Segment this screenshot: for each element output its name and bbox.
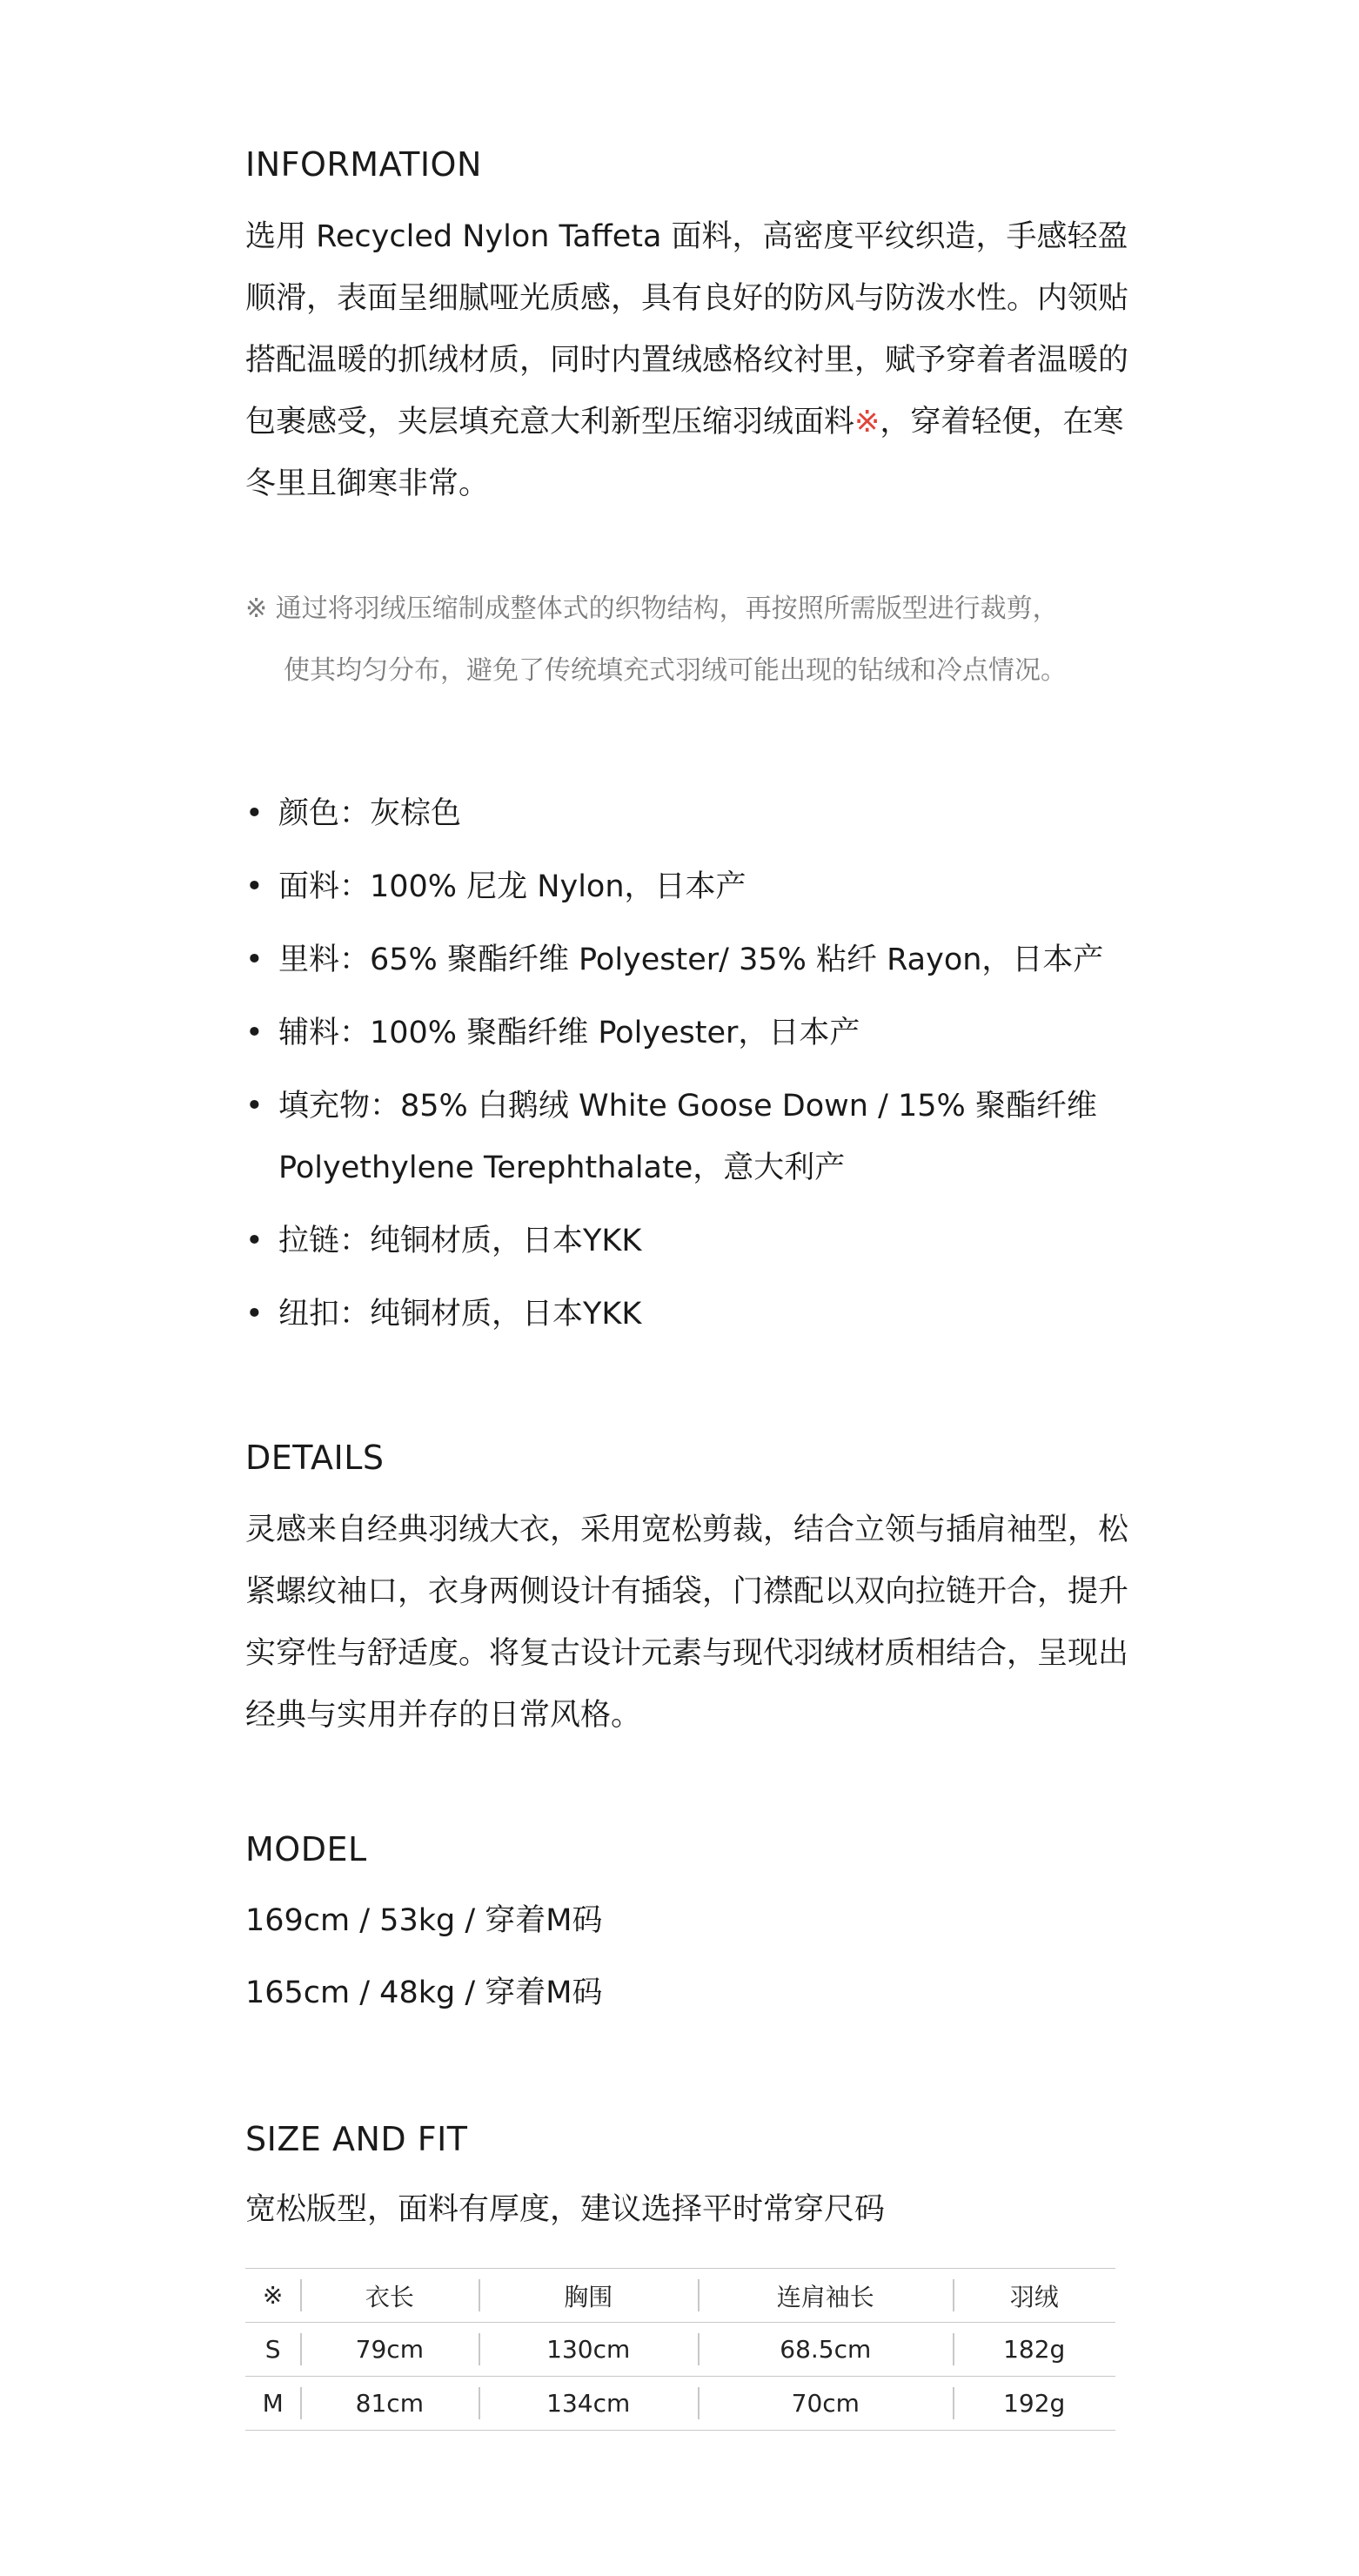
information-note-line-1: ※ 通过将羽绒压缩制成整体式的织物结构，再按照所需版型进行裁剪， — [245, 594, 1059, 624]
information-body-mark: ※ — [854, 405, 880, 439]
table-cell: 130cm — [479, 2323, 698, 2377]
spec-item-text: 纽扣：纯铜材质，日本YKK — [278, 1297, 642, 1332]
model-line-2: 165cm / 48kg / 穿着M码 — [245, 1976, 603, 2010]
table-cell: 79cm — [300, 2323, 479, 2377]
table-cell: 134cm — [479, 2377, 698, 2431]
spec-item-zipper — [245, 1211, 1133, 1272]
table-cell: 192g — [953, 2377, 1115, 2431]
table-cell: 182g — [953, 2323, 1115, 2377]
bullet-icon: • — [245, 1016, 264, 1050]
spec-item-text: 填充物：85% 白鹅绒 White Goose Down / 15% 聚酯纤维 Polyethylene Terephthalate，意大利产 — [278, 1089, 1097, 1185]
spec-item-lining — [245, 929, 1133, 991]
spec-item-color — [245, 783, 1133, 845]
table-cell: 68.5cm — [698, 2323, 953, 2377]
size-cell: S — [245, 2323, 300, 2377]
spec-list — [245, 783, 1133, 1357]
table-cell: 81cm — [300, 2377, 479, 2431]
bullet-icon: • — [245, 796, 264, 831]
bullet-icon: • — [245, 1224, 264, 1258]
size-cell: M — [245, 2377, 300, 2431]
spec-item-buttons — [245, 1284, 1133, 1345]
information-heading: INFORMATION — [245, 145, 482, 184]
size-table-header-mark: ※ — [245, 2269, 300, 2323]
spec-item-text: 里料：65% 聚酯纤维 Polyester/ 35% 粘纤 Rayon，日本产 — [278, 943, 1104, 977]
table-row — [245, 2323, 1115, 2377]
spec-item-text: 辅料：100% 聚酯纤维 Polyester，日本产 — [278, 1016, 860, 1050]
size-table-header-row — [245, 2269, 1115, 2323]
bullet-icon: • — [245, 869, 264, 904]
model-heading: MODEL — [245, 1830, 367, 1868]
information-body-tail: ，穿着轻便，在寒冬里且御寒非常。 — [245, 405, 1124, 501]
spec-item-text: 颜色：灰棕色 — [278, 796, 462, 831]
details-body: 灵感来自经典羽绒大衣，采用宽松剪裁，结合立领与插肩袖型，松紧螺纹袖口，衣身两侧设计有插袋，门襟配以双向拉链开合，提升实穿性与舒适度。将复古设计元素与现代羽绒材质相结合，呈现出经典与实用并存的日常风格。 — [245, 1513, 1129, 1733]
model-line-1: 169cm / 53kg / 穿着M码 — [245, 1903, 603, 1938]
size-table-header-chest: 胸围 — [479, 2269, 698, 2323]
bullet-icon: • — [245, 1089, 264, 1124]
spec-item-fabric — [245, 856, 1133, 918]
size-table — [245, 2268, 1115, 2431]
size-table-header-length: 衣长 — [300, 2269, 479, 2323]
size-and-fit-heading: SIZE AND FIT — [245, 2120, 468, 2158]
spec-item-text: 面料：100% 尼龙 Nylon，日本产 — [278, 869, 746, 904]
spec-item-text: 拉链：纯铜材质，日本YKK — [278, 1224, 642, 1258]
bullet-icon: • — [245, 1297, 264, 1332]
details-heading: DETAILS — [245, 1439, 385, 1477]
table-row — [245, 2377, 1115, 2431]
bullet-icon: • — [245, 943, 264, 977]
information-body — [245, 206, 1133, 515]
size-table-header-sleeve: 连肩袖长 — [698, 2269, 953, 2323]
table-cell: 70cm — [698, 2377, 953, 2431]
information-body-text: 选用 Recycled Nylon Taffeta 面料，高密度平纹织造，手感轻盈顺滑，表面呈细腻哑光质感，具有良好的防风与防泼水性。内领贴搭配温暖的抓绒材质，同时内置绒感格纹衬里，赋予穿着者温暖的包裹感受，夹层填充意大利新型压缩羽绒面料 — [245, 219, 1129, 439]
size-and-fit-body: 宽松版型，面料有厚度，建议选择平时常穿尺码 — [245, 2192, 886, 2227]
spec-item-trim — [245, 1003, 1133, 1064]
information-note-line-2: 使其均匀分布，避免了传统填充式羽绒可能出现的钻绒和冷点情况。 — [284, 655, 1067, 686]
spec-item-filling — [245, 1076, 1133, 1199]
size-table-header-down: 羽绒 — [953, 2269, 1115, 2323]
information-note — [245, 578, 1133, 701]
